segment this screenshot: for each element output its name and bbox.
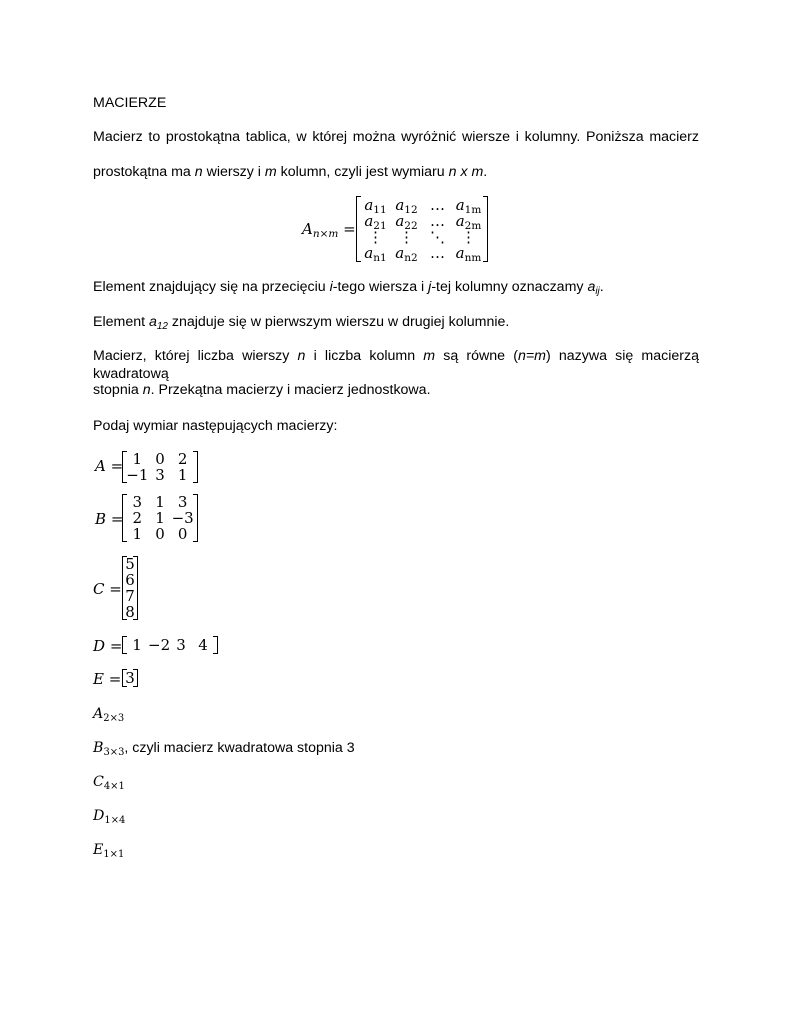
answer-e	[93, 841, 124, 859]
matrix-cell	[422, 245, 453, 261]
matrix-d-lhs	[93, 637, 122, 655]
matrix-cell	[422, 197, 453, 213]
matrix-cell: 2	[132, 509, 143, 527]
square-n: n	[297, 348, 306, 364]
cell-sub: 21	[373, 220, 387, 232]
square-text: i liczba kolumn	[305, 348, 424, 364]
cell-base: ⋮	[399, 228, 414, 246]
general-matrix-equation	[300, 196, 500, 264]
element-12-sentence	[93, 313, 509, 331]
matrix-cell: 1	[132, 636, 142, 654]
matrix-cell: 4	[198, 636, 208, 654]
cell-base: a	[455, 244, 465, 262]
cell-base: …	[430, 196, 445, 214]
intro-text: kolumn, czyli jest wymiaru	[276, 164, 449, 180]
intro-n: n	[194, 164, 203, 180]
general-matrix-lhs	[302, 220, 356, 238]
answer-sub: 2×3	[103, 713, 125, 724]
matrix-cell	[391, 212, 422, 232]
matrix-a-lhs	[95, 457, 123, 475]
a12-sub: 12	[156, 321, 168, 332]
matrix-cell: 6	[125, 571, 135, 589]
matrix-cell	[453, 244, 484, 264]
matrix-cell: 5	[125, 555, 135, 573]
answer-sub: 1×4	[104, 815, 126, 826]
element-i: i	[329, 279, 333, 295]
matrix-cell: 3	[155, 466, 165, 484]
cell-sub: n1	[373, 252, 387, 264]
matrix-e-equation	[93, 669, 153, 689]
answer-d	[93, 807, 125, 825]
cell-base: ⋮	[461, 228, 476, 246]
answer-sub: 4×1	[103, 781, 125, 792]
equals-sign: =	[110, 510, 124, 528]
matrix-d-equation	[93, 636, 233, 656]
square-line-1	[93, 347, 699, 383]
element-text: .	[599, 279, 604, 295]
answer-b	[93, 739, 355, 757]
matrix-c-lhs	[93, 580, 122, 598]
matrix-cell: 0	[177, 525, 188, 543]
square-text: ) nazywa się macierzą kwadratową	[93, 348, 699, 382]
cell-base: a	[364, 196, 374, 214]
element-text: -tego wiersza i	[332, 279, 429, 295]
answer-letter: A	[93, 706, 104, 722]
square-text: . Przekątna macierzy i macierz jednostkowa.	[150, 382, 431, 398]
element12-text: Element	[93, 314, 149, 330]
intro-text: .	[483, 164, 488, 180]
cell-base: a	[364, 212, 374, 230]
matrix-a-equation	[93, 451, 213, 485]
cell-base: ⋱	[430, 228, 445, 246]
matrix-cell: 1	[155, 509, 165, 527]
matrix-b-lhs	[95, 510, 123, 528]
matrix-cell: −3	[171, 509, 194, 527]
matrix-cell	[391, 244, 422, 264]
element-text: -tej kolumny oznaczamy	[431, 279, 588, 295]
equals-sign: =	[110, 457, 124, 475]
matrix-b-equation	[93, 494, 213, 544]
matrix-cell: 0	[155, 525, 165, 543]
cell-sub: 22	[404, 220, 418, 232]
intro-nxm: n x m	[448, 164, 484, 180]
matrix-cell	[391, 229, 422, 245]
matrix-b	[122, 494, 198, 542]
equals-sign: =	[108, 670, 122, 688]
matrix-c-name: C	[93, 580, 105, 598]
matrix-cell	[453, 196, 484, 216]
answer-c	[93, 773, 125, 791]
matrix-cell: 8	[125, 603, 135, 621]
matrix-a	[122, 451, 198, 483]
matrix-cell	[360, 212, 391, 232]
matrix-c	[122, 556, 138, 620]
matrix-cell: 1	[132, 450, 143, 468]
intro-m: m	[264, 164, 277, 180]
cell-base: …	[430, 212, 445, 230]
matrix-e-lhs	[93, 670, 121, 688]
answer-sub: 1×1	[103, 849, 125, 860]
matrix-cell: 1	[177, 466, 188, 484]
cell-base: a	[395, 212, 405, 230]
answer-letter: B	[93, 740, 104, 756]
matrix-d	[122, 636, 218, 654]
matrix-c-equation	[93, 556, 173, 622]
equals-sign: =	[109, 637, 123, 655]
aij-base: a	[587, 279, 596, 295]
cell-base: a	[455, 196, 465, 214]
element-definition	[93, 278, 604, 296]
cell-sub: 1m	[464, 204, 482, 216]
square-text: stopnia	[93, 382, 143, 398]
square-text: Macierz, której liczba wierszy	[93, 348, 298, 364]
cell-sub: nm	[464, 252, 482, 264]
intro-line-2	[93, 163, 487, 181]
matrix-cell: 1	[132, 525, 143, 543]
task-prompt: Podaj wymiar następujących macierzy:	[93, 418, 338, 434]
cell-base: ⋮	[368, 228, 383, 246]
cell-base: a	[455, 212, 465, 230]
matrix-cell: 2	[177, 450, 188, 468]
equals-sign: =	[109, 580, 122, 598]
matrix-cell: 3	[177, 493, 188, 511]
matrix-cell: −2	[148, 636, 171, 654]
general-matrix	[356, 196, 488, 262]
matrix-cell	[391, 196, 422, 216]
matrix-cell: −1	[126, 466, 149, 484]
answer-a	[93, 705, 124, 723]
intro-text: wierszy i	[202, 164, 265, 180]
matrix-a-name: A	[95, 457, 106, 475]
matrix-cell: 1	[155, 493, 165, 511]
answer-letter: C	[93, 774, 104, 790]
matrix-cell	[453, 229, 484, 245]
matrix-cell: 0	[155, 450, 165, 468]
square-text: są równe (	[435, 348, 518, 364]
answer-letter: E	[93, 842, 104, 858]
matrix-e	[122, 669, 138, 687]
intro-line-1: Macierz to prostokątna tablica, w której można wyróżnić wiersze i kolumny. Poniższa macierz	[93, 129, 699, 145]
matrix-cell	[453, 212, 484, 232]
cell-sub: 11	[373, 204, 387, 216]
cell-base: …	[430, 244, 445, 262]
equals-sign: =	[343, 220, 356, 238]
page-title: MACIERZE	[93, 95, 167, 111]
lhs-letter: A	[302, 220, 313, 238]
cell-base: a	[395, 244, 405, 262]
matrix-d-name: D	[93, 637, 106, 655]
matrix-cell	[360, 244, 391, 264]
matrix-cell: 3	[125, 669, 135, 687]
element12-text: znajduje się w pierwszym wierszu w drugiej kolumnie.	[167, 314, 510, 330]
square-nm: n=m	[517, 348, 546, 364]
square-m: m	[423, 348, 436, 364]
a12-base: a	[149, 314, 157, 330]
cell-sub: 12	[404, 204, 418, 216]
matrix-e-name: E	[93, 670, 104, 688]
element-j: j	[428, 279, 432, 295]
cell-base: a	[364, 244, 374, 262]
matrix-cell: 3	[176, 636, 186, 654]
cell-sub: n2	[404, 252, 418, 264]
aij-sub: ij	[595, 286, 600, 297]
lhs-sub: n×m	[312, 228, 339, 240]
matrix-cell	[422, 229, 453, 245]
answer-letter: D	[93, 808, 105, 824]
intro-text: prostokątna ma	[93, 164, 195, 180]
square-line-2	[93, 381, 431, 399]
matrix-cell: 7	[125, 587, 135, 605]
cell-base: a	[395, 196, 405, 214]
matrix-cell	[360, 229, 391, 245]
matrix-cell	[360, 196, 391, 216]
matrix-cell: 3	[132, 493, 143, 511]
cell-sub: 2m	[464, 220, 482, 232]
matrix-b-name: B	[95, 510, 107, 528]
matrix-cell	[422, 213, 453, 229]
square-n: n	[142, 382, 151, 398]
answer-sub: 3×3	[103, 747, 125, 758]
answer-text: , czyli macierz kwadratowa stopnia 3	[124, 740, 355, 756]
element-text: Element znajdujący się na przecięciu	[93, 279, 330, 295]
